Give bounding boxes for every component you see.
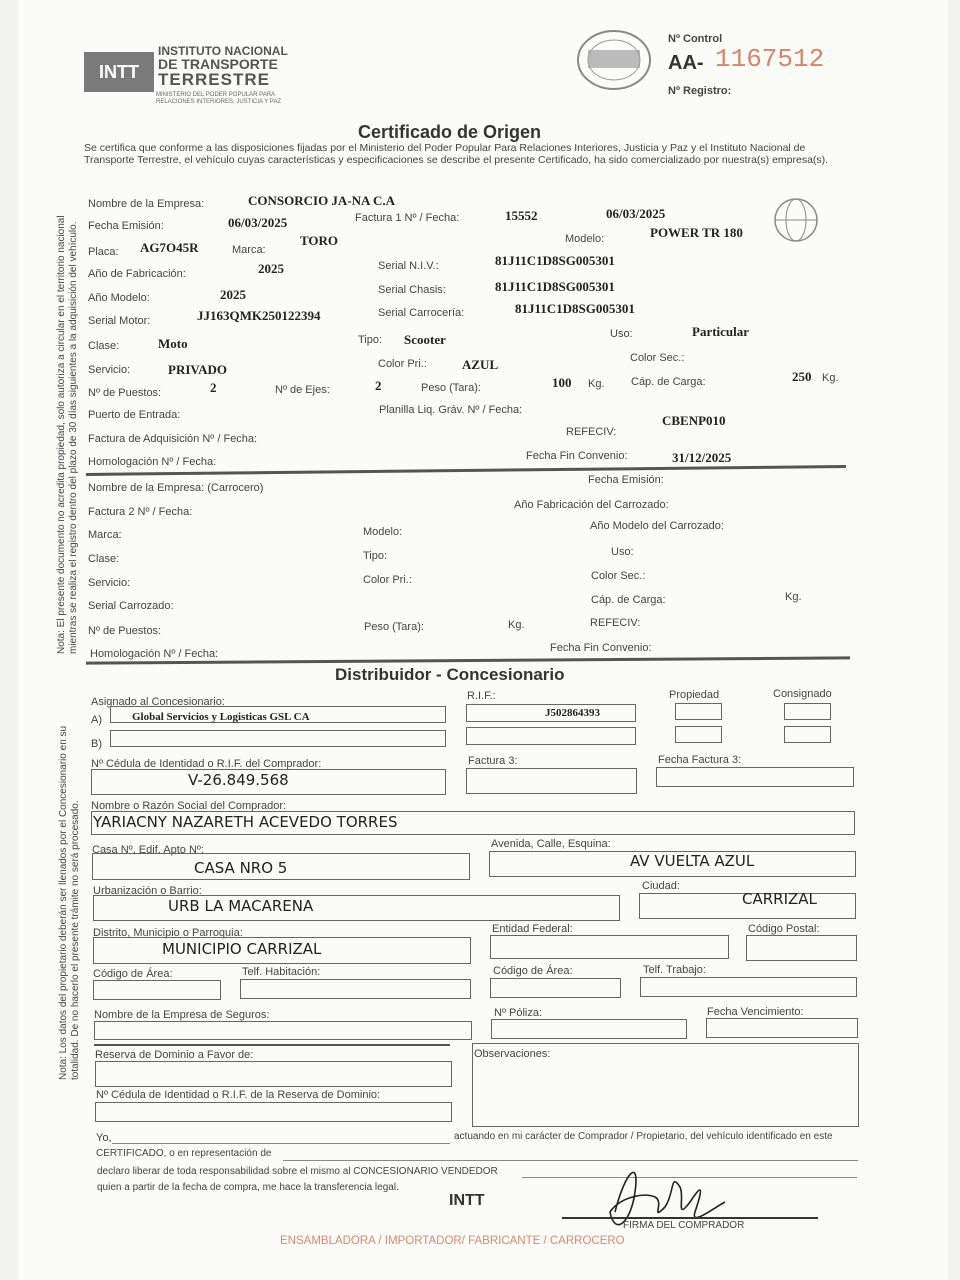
firma-label: FIRMA DEL COMPRADOR bbox=[623, 1220, 745, 1231]
reserva-field[interactable] bbox=[95, 1061, 452, 1087]
fecha-emision-value: 06/03/2025 bbox=[228, 215, 288, 230]
carrocero-anio-modelo-label: Año Modelo del Carrozado: bbox=[590, 520, 724, 532]
poliza-label: Nº Póliza: bbox=[494, 1007, 543, 1019]
carrocero-marca-label: Marca: bbox=[88, 529, 122, 541]
carrocero-fecha-fin-label: Fecha Fin Convenio: bbox=[550, 642, 652, 654]
carga-kg: Kg. bbox=[822, 372, 839, 384]
side-note-2: Nota: Los datos del propietario deberán ser llenados por el Concesionario en su totalidad. De no hacerlo el presente trámite no será procesado. bbox=[58, 725, 81, 1080]
clase-label: Clase: bbox=[88, 340, 120, 352]
org-line1: INSTITUTO NACIONAL bbox=[158, 44, 288, 58]
carrocero-carga-kg: Kg. bbox=[785, 591, 802, 603]
vencimiento-label: Fecha Vencimiento: bbox=[707, 1006, 804, 1018]
asignado-label: Asignado al Concesionario: bbox=[91, 696, 225, 708]
color-pri-value: AZUL bbox=[462, 357, 499, 372]
certificado-text: CERTIFICADO, o en representación de bbox=[96, 1148, 272, 1159]
carrocero-color-sec-label: Color Sec.: bbox=[591, 570, 646, 582]
anio-fab-label: Año de Fabricación: bbox=[88, 268, 186, 280]
control-label: Nº Control bbox=[668, 33, 723, 45]
observaciones-label: Observaciones: bbox=[474, 1048, 551, 1060]
signature-line[interactable] bbox=[562, 1217, 818, 1219]
color-sec-label: Color Sec.: bbox=[630, 352, 685, 364]
anio-fab-value: 2025 bbox=[258, 261, 284, 276]
ministry-line1: MINISTERIO DEL PODER POPULAR PARA bbox=[156, 92, 276, 98]
propiedad-a-checkbox[interactable] bbox=[675, 703, 722, 720]
side-note-1: Nota: El presente documento no acredita propiedad, solo autoriza a circular en el territorio nacional mientras se realiza el registro dentro del plazo de 30 días siguientes a la adquisición del vehículo. bbox=[56, 215, 79, 654]
fecha-fin-value: 31/12/2025 bbox=[672, 450, 732, 465]
distrito-label: Distrito, Municipio o Parroquia: bbox=[93, 927, 243, 939]
carrocero-servicio-label: Servicio: bbox=[88, 577, 131, 589]
cedula-value: V-26.849.568 bbox=[188, 771, 289, 789]
carroceria-label: Serial Carrocería: bbox=[378, 307, 465, 319]
factura1-label: Factura 1 Nº / Fecha: bbox=[355, 212, 460, 224]
nombre-label: Nombre o Razón Social del Comprador: bbox=[91, 800, 287, 812]
tipo-value: Scooter bbox=[404, 332, 446, 347]
control-prefix: AA- bbox=[668, 52, 704, 74]
yo-label: Yo, bbox=[96, 1132, 112, 1144]
concesionario-a-value: Global Servicios y Logisticas GSL CA bbox=[132, 711, 310, 723]
carrocero-carga-label: Cáp. de Carga: bbox=[591, 594, 666, 606]
reserva-cedula-label: Nº Cédula de Identidad o R.I.F. de la Reserva de Dominio: bbox=[96, 1089, 381, 1101]
consignado-b-checkbox[interactable] bbox=[784, 726, 831, 743]
org-line3: TERRESTRE bbox=[158, 70, 270, 89]
reserva-cedula-field[interactable] bbox=[95, 1102, 452, 1122]
postal-field[interactable] bbox=[746, 935, 857, 961]
empresa-label: Nombre de la Empresa: bbox=[88, 198, 205, 210]
cedula-label: Nº Cédula de Identidad o R.I.F. del Comprador: bbox=[91, 758, 322, 770]
distrito-value: MUNICIPIO CARRIZAL bbox=[162, 940, 322, 958]
fecha-emision-label: Fecha Emisión: bbox=[88, 220, 164, 232]
telf-trab-label: Telf. Trabajo: bbox=[643, 964, 706, 976]
ministry-line2: RELACIONES INTERIORES, JUSTICIA Y PAZ bbox=[156, 99, 282, 105]
peso-kg: Kg. bbox=[588, 378, 605, 390]
anio-modelo-value: 2025 bbox=[220, 287, 246, 302]
area2-field[interactable] bbox=[490, 978, 621, 998]
chasis-label: Serial Chasis: bbox=[378, 284, 446, 296]
chasis-value: 81J11C1D8SG005301 bbox=[495, 279, 615, 294]
rif-label: R.I.F.: bbox=[467, 690, 496, 702]
carrocero-tipo-label: Tipo: bbox=[363, 550, 388, 562]
intt-mark: INTT bbox=[449, 1192, 485, 1209]
motor-label: Serial Motor: bbox=[88, 315, 151, 327]
factura2-label: Factura 2 Nº / Fecha: bbox=[88, 506, 193, 518]
placa-value: AG7O45R bbox=[140, 240, 199, 255]
modelo-value: POWER TR 180 bbox=[650, 225, 743, 240]
uso-value: Particular bbox=[692, 324, 750, 339]
carrocero-fecha-emision-label: Fecha Emisión: bbox=[588, 474, 664, 486]
motor-value: JJ163QMK250122394 bbox=[197, 308, 321, 323]
peso-label: Peso (Tara): bbox=[421, 382, 481, 394]
tipo-label: Tipo: bbox=[358, 334, 383, 346]
rif-b-field[interactable] bbox=[466, 727, 636, 745]
puestos-value: 2 bbox=[210, 380, 217, 395]
page-title: Certificado de Origen bbox=[358, 122, 542, 142]
clase-value: Moto bbox=[158, 336, 188, 351]
color-pri-label: Color Pri.: bbox=[378, 358, 427, 370]
quien-text: quien a partir de la fecha de compra, me hace la transferencia legal. bbox=[97, 1182, 399, 1193]
footer-text: ENSAMBLADORA / IMPORTADOR/ FABRICANTE / CARROCERO bbox=[280, 1235, 625, 1247]
ciudad-value: CARRIZAL bbox=[742, 890, 817, 908]
factura1-value: 15552 bbox=[505, 208, 538, 223]
casa-label: Casa Nº, Edif. Apto Nº: bbox=[92, 844, 204, 856]
urb-value: URB LA MACARENA bbox=[168, 897, 314, 915]
area1-label: Código de Área: bbox=[93, 968, 173, 980]
representacion-line[interactable] bbox=[283, 1160, 858, 1161]
area1-field[interactable] bbox=[93, 980, 221, 1000]
carrocero-homologacion-label: Homologación Nº / Fecha: bbox=[90, 648, 219, 660]
telf-trab-field[interactable] bbox=[640, 977, 857, 997]
b-label: B) bbox=[91, 738, 102, 750]
servicio-label: Servicio: bbox=[88, 364, 131, 376]
carroceria-value: 81J11C1D8SG005301 bbox=[515, 301, 635, 316]
niv-label: Serial N.I.V.: bbox=[378, 260, 439, 272]
factura-adq-label: Factura de Adquisición Nº / Fecha: bbox=[88, 433, 258, 445]
carrocero-serial-label: Serial Carrozado: bbox=[88, 600, 174, 612]
yo-line[interactable] bbox=[112, 1143, 450, 1144]
carrocero-puestos-label: Nº de Puestos: bbox=[88, 625, 162, 637]
uso-label: Uso: bbox=[610, 328, 633, 340]
distribuidor-heading: Distribuidor - Concesionario bbox=[335, 665, 565, 684]
planilla-label: Planilla Liq. Gráv. Nº / Fecha: bbox=[379, 404, 523, 416]
nombre-value: YARIACNY NAZARETH ACEVEDO TORRES bbox=[93, 813, 398, 831]
control-number: 1167512 bbox=[715, 44, 825, 74]
propiedad-b-checkbox[interactable] bbox=[675, 726, 722, 743]
avenida-value: AV VUELTA AZUL bbox=[630, 852, 755, 870]
carrocero-empresa-label: Nombre de la Empresa: (Carrocero) bbox=[88, 482, 264, 494]
consignado-a-checkbox[interactable] bbox=[784, 703, 831, 720]
org-line2: DE TRANSPORTE bbox=[158, 56, 278, 72]
ciudad-label: Ciudad: bbox=[642, 880, 680, 892]
carrocero-modelo-label: Modelo: bbox=[363, 526, 403, 538]
placa-label: Placa: bbox=[88, 246, 119, 258]
entidad-field[interactable] bbox=[490, 935, 729, 959]
puestos-label: Nº de Puestos: bbox=[88, 387, 162, 399]
modelo-label: Modelo: bbox=[565, 233, 605, 245]
anio-modelo-label: Año Modelo: bbox=[88, 292, 150, 304]
globe-stamp-icon bbox=[772, 196, 820, 244]
seguros-label: Nombre de la Empresa de Seguros: bbox=[94, 1009, 270, 1021]
carrocero-peso-label: Peso (Tara): bbox=[364, 621, 424, 633]
ejes-label: Nº de Ejes: bbox=[275, 384, 330, 396]
casa-value: CASA NRO 5 bbox=[194, 859, 288, 877]
declaro-text: declaro liberar de toda responsabilidad sobre el mismo al CONCESIONARIO VENDEDOR bbox=[97, 1166, 498, 1177]
factura3-label: Factura 3: bbox=[468, 755, 518, 767]
reserva-rule bbox=[94, 1044, 450, 1046]
refeciv-value: CBENP010 bbox=[662, 413, 726, 428]
niv-value: 81J11C1D8SG005301 bbox=[495, 253, 615, 268]
marca-label: Marca: bbox=[232, 244, 266, 256]
vencimiento-field[interactable] bbox=[706, 1018, 858, 1038]
intro-text: Se certifica que conforme a las disposiciones fijadas por el Ministerio del Poder Popular Para Relaciones Interiores, Justicia y Paz y el Instituto Nacional de Transporte Terrestre, el vehículo cuyas características y especificaciones se describe el presente Certificado, ha sido comercializado por nuestra(s) empresa(s). bbox=[84, 142, 829, 166]
factura1-fecha: 06/03/2025 bbox=[606, 206, 666, 221]
telf-hab-field[interactable] bbox=[240, 979, 471, 999]
seguros-field[interactable] bbox=[94, 1021, 472, 1040]
carrocero-color-pri-label: Color Pri.: bbox=[363, 574, 412, 586]
carrocero-anio-fab-label: Año Fabricación del Carrozado: bbox=[514, 499, 669, 511]
seal-icon bbox=[574, 28, 654, 92]
propiedad-label: Propiedad bbox=[669, 689, 720, 701]
concesionario-b-field[interactable] bbox=[110, 730, 446, 747]
urb-label: Urbanización o Barrio: bbox=[93, 885, 202, 897]
carrocero-peso-kg: Kg. bbox=[508, 619, 525, 631]
avenida-label: Avenida, Calle, Esquina: bbox=[491, 838, 611, 850]
actuando-text: actuando en mi carácter de Comprador / Propietario, del vehículo identificado en este bbox=[454, 1131, 833, 1142]
a-label: A) bbox=[91, 714, 102, 726]
area2-label: Código de Área: bbox=[493, 965, 573, 977]
fecha-factura3-field[interactable] bbox=[656, 767, 854, 787]
telf-hab-label: Telf. Habitación: bbox=[242, 966, 321, 978]
poliza-field[interactable] bbox=[491, 1019, 687, 1039]
refeciv-label: REFECIV: bbox=[566, 426, 617, 438]
intt-logo: INTT bbox=[84, 52, 154, 92]
puerto-label: Puerto de Entrada: bbox=[88, 409, 181, 421]
carrocero-uso-label: Uso: bbox=[611, 546, 634, 558]
carga-value: 250 bbox=[792, 369, 812, 384]
empresa-value: CONSORCIO JA-NA C.A bbox=[248, 193, 395, 208]
marca-value: TORO bbox=[300, 233, 339, 248]
registro-label: Nº Registro: bbox=[668, 85, 732, 97]
reserva-label: Reserva de Dominio a Favor de: bbox=[95, 1049, 254, 1061]
carrocero-clase-label: Clase: bbox=[88, 553, 120, 565]
factura3-field[interactable] bbox=[466, 768, 637, 794]
fecha-factura3-label: Fecha Factura 3: bbox=[658, 754, 742, 766]
carga-label: Cáp. de Carga: bbox=[631, 376, 706, 388]
servicio-value: PRIVADO bbox=[168, 362, 227, 377]
ejes-value: 2 bbox=[375, 378, 382, 393]
entidad-label: Entidad Federal: bbox=[492, 923, 573, 935]
rif-a-value: J502864393 bbox=[545, 707, 600, 719]
peso-value: 100 bbox=[552, 375, 572, 390]
observaciones-field[interactable] bbox=[472, 1043, 859, 1127]
homologacion-label: Homologación Nº / Fecha: bbox=[88, 456, 217, 468]
carrocero-refeciv-label: REFECIV: bbox=[590, 617, 641, 629]
fecha-fin-label: Fecha Fin Convenio: bbox=[526, 450, 628, 462]
postal-label: Código Postal: bbox=[748, 923, 820, 935]
consignado-label: Consignado bbox=[773, 688, 832, 700]
